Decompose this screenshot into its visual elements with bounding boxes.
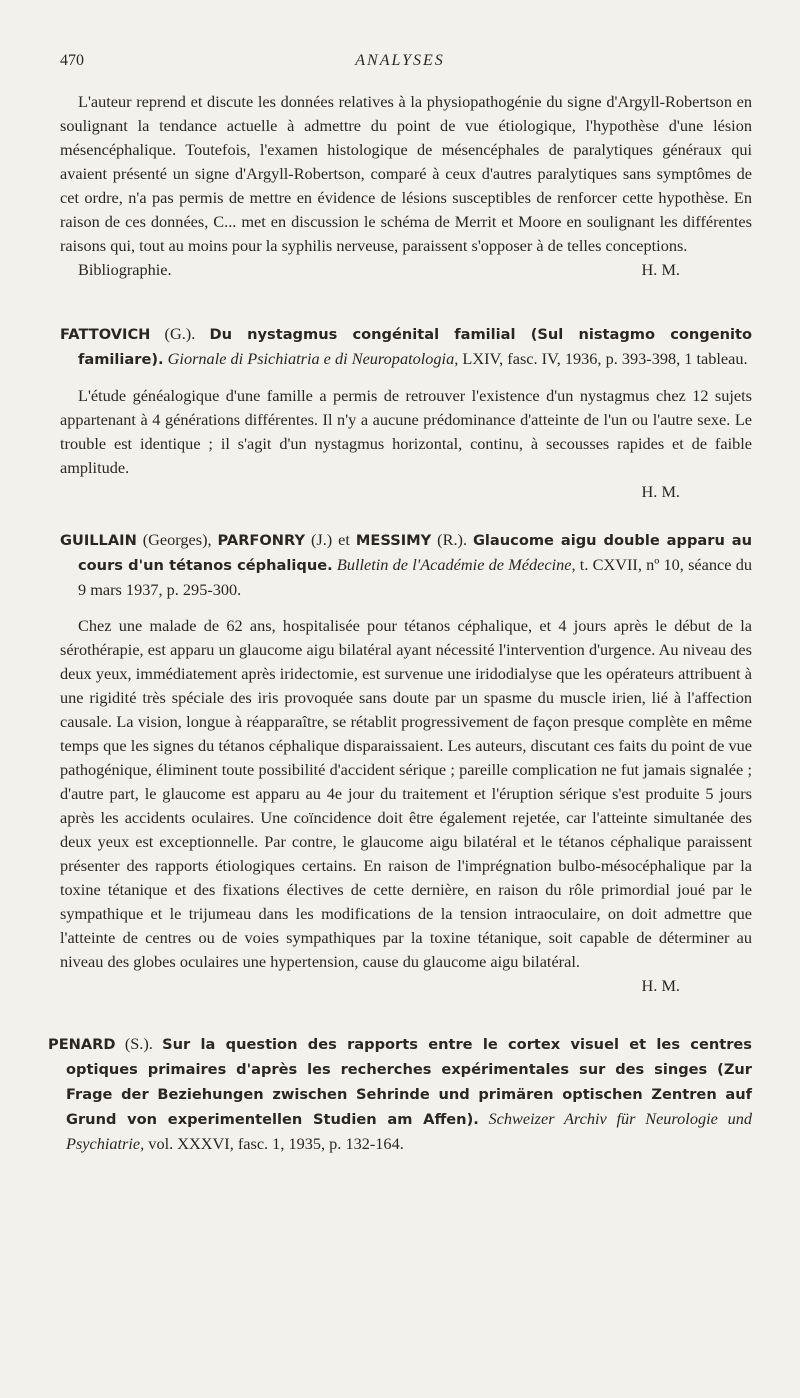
entry-3-author-1: GUILLAIN bbox=[60, 532, 137, 549]
entry-2 bbox=[0, 322, 800, 504]
entry-2-author: FATTOVICH bbox=[60, 326, 151, 343]
entry-2-journal: Giornale di Psichiatria e di Neuropatologia, bbox=[167, 349, 459, 368]
entry-4-journal: Schweizer Archiv für Neurologie und Psychiatrie, bbox=[66, 1109, 753, 1153]
entry-3-author-3-initial: (R.). bbox=[437, 530, 468, 549]
entry-3-reference bbox=[0, 528, 800, 602]
entry-3-author-3: MESSIMY bbox=[355, 532, 432, 549]
page-number: 470 bbox=[60, 52, 84, 69]
entry-2-citation: LXIV, fasc. IV, 1936, p. 393-398, 1 tableau. bbox=[462, 349, 748, 368]
entry-3-title: Glaucome aigu double apparu au cours d'un tétanos céphalique. bbox=[78, 532, 753, 574]
entry-3-body: Chez une malade de 62 ans, hospitalisée pour tétanos céphalique, et 4 jours après le début de la sérothérapie, est apparu un glaucome aigu bilatéral ayant nécessité l'intervention d'urgence. Au niveau des deux yeux, immédiatement après iridectomie, est survenue une iridodialyse que les opérateurs attribuent à une rigidité très spéciale des iris provoquée sans doute par un spasme du muscle irien, lié à l'affection causale. La vision, longue à réapparaître, se rétablit progressivement de façon presque complète en même temps que les signes du tétanos céphalique disparaissaient. Les auteurs, discutant ces faits du point de vue pathogénique, éliminent toute possibilité d'accident sérique ; pareille complication ne fut jamais signalée ; d'autre part, le glaucome est apparu au 4e jour du traitement et l'éruption sérique s'est produite 5 jours après les accidents oculaires. Une coïncidence doit être également rejetée, car l'atteinte simultanée des deux yeux est exceptionnelle. Par contre, le glaucome aigu bilatéral et le tétanos céphalique paraissent présenter des rapports étiologiques certains. En raison de l'imprégnation bulbo-mésocéphalique par la toxine tétanique et des fixations électives de cette dernière, en raison du rôle primordial joué par le sympathique et le trijumeau dans les modifications de la tension intraoculaire, on doit admettre que l'atteinte de centres ou de voies sympathiques par la toxine tétanique, soit capable de déterminer au niveau des globes oculaires une hypertension, cause du glaucome aigu bilatéral. bbox=[60, 616, 752, 971]
entry-1 bbox=[0, 90, 800, 282]
entry-3-conjunction: et bbox=[338, 530, 350, 549]
page-content bbox=[0, 90, 800, 1156]
entry-2-signature: H. M. bbox=[641, 482, 680, 501]
entry-1-body: L'auteur reprend et discute les données relatives à la physiopathogénie du signe d'Argyll-Robertson en soulignant la tendance actuelle à admettre du point de vue étiologique, l'hypothèse d'une lésion mésencéphalique. Toutefois, l'examen histologique de mésencéphales de paralytiques généraux qui avaient présenté un signe d'Argyll-Robertson, comparé à ceux d'autres paralytiques sans symptômes de cet ordre, n'a pas permis de mettre en évidence de lésions susceptibles de renforcer cette hypothèse. En raison de ces données, C... met en discussion le schéma de Merrit et Moore en soulignant les différentes raisons qui, tout au moins pour la syphilis nerveuse, paraissent s'opposer à de telles conceptions. bbox=[60, 92, 752, 255]
page-header bbox=[60, 52, 740, 76]
entry-1-footer bbox=[0, 258, 800, 282]
entry-3-author-2-initial: (J.) bbox=[310, 530, 333, 549]
entry-4-reference bbox=[0, 1032, 800, 1156]
entry-3-author-1-first: (Georges), bbox=[142, 530, 212, 549]
entry-1-signature: H. M. bbox=[641, 260, 680, 279]
entry-3-author-2: PARFONRY bbox=[217, 532, 306, 549]
entry-3 bbox=[0, 528, 800, 998]
entry-2-title: Du nystagmus congénital familial (Sul nistagmo congenito familiare). bbox=[78, 326, 752, 368]
entry-4 bbox=[0, 1032, 800, 1156]
entry-2-author-initial: (G.). bbox=[164, 324, 196, 343]
bibliography-label: Bibliographie. bbox=[78, 260, 172, 279]
entry-4-author: PENARD bbox=[48, 1036, 116, 1053]
entry-4-citation: vol. XXXVI, fasc. 1, 1935, p. 132-164. bbox=[148, 1134, 404, 1153]
entry-4-title: Sur la question des rapports entre le cortex visuel et les centres optiques primaires d'après les recherches expérimentales sur des singes (Zur Frage der Beziehungen zwischen Sehrinde und primären optischen Zentren auf Grund von experimentellen Studien am Affen). bbox=[66, 1036, 752, 1128]
entry-2-body: L'étude généalogique d'une famille a permis de retrouver l'existence d'un nystagmus chez 12 sujets appartenant à 4 générations différentes. Il n'y a aucune prédominance d'atteinte de l'un ou l'autre sexe. Le trouble est identique ; il s'agit d'un nystagmus horizontal, continu, à secousses rapides et de faible amplitude. bbox=[60, 386, 752, 477]
entry-4-author-initial: (S.). bbox=[124, 1034, 153, 1053]
entry-2-reference bbox=[0, 322, 800, 372]
entry-3-citation: t. CXVII, nº 10, séance du 9 mars 1937, p. 295-300. bbox=[78, 555, 752, 599]
running-title: ANALYSES bbox=[355, 52, 445, 69]
entry-3-journal: Bulletin de l'Académie de Médecine, bbox=[336, 555, 576, 574]
entry-3-signature: H. M. bbox=[641, 976, 680, 995]
